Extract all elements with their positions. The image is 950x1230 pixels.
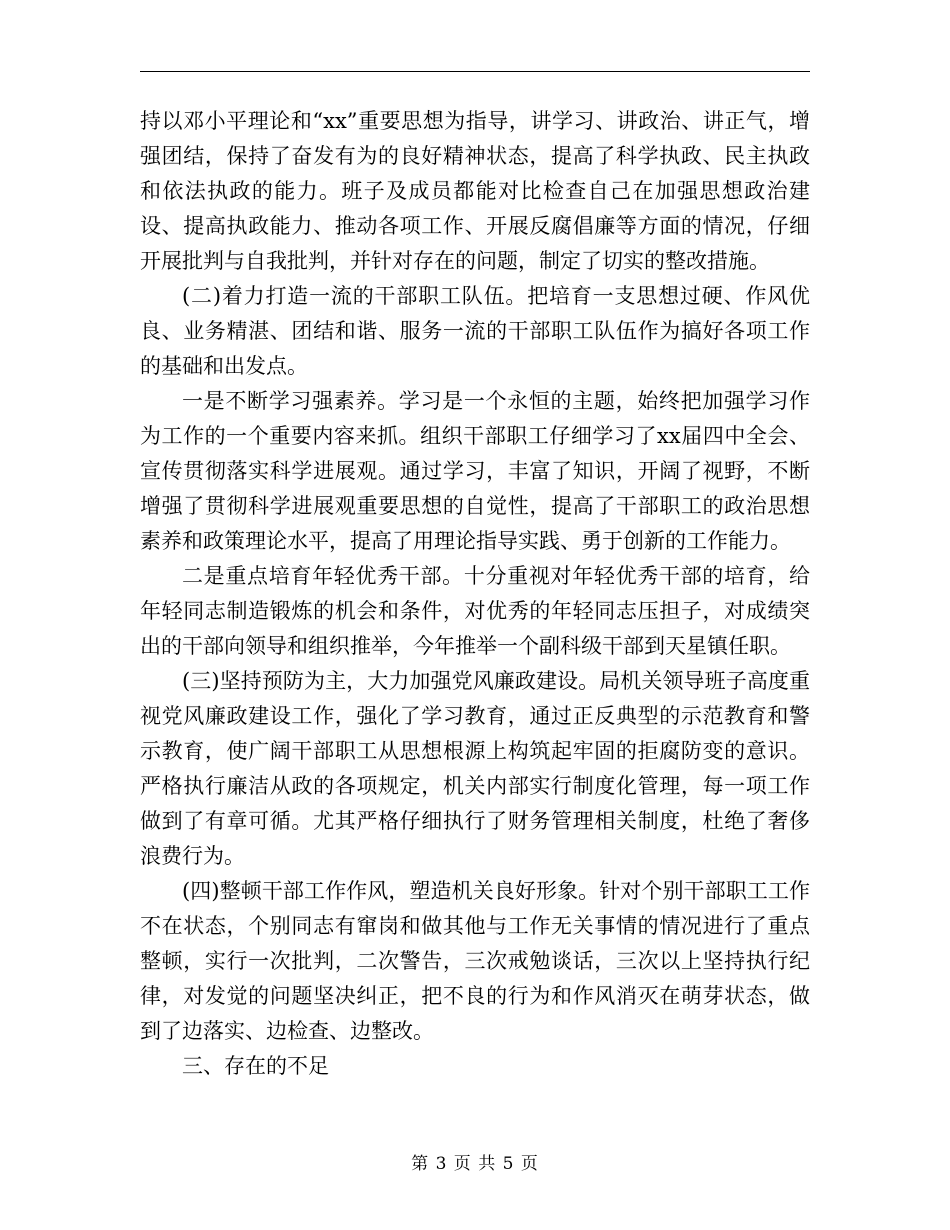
paragraph-section-2: (二)着力打造一流的干部职工队伍。把培育一支思想过硬、作风优良、业务精湛、团结和谐、服务一流的干部职工队伍作为搞好各项工作的基础和出发点。 <box>140 284 810 378</box>
paragraph-young-cadres: 二是重点培育年轻优秀干部。十分重视对年轻优秀干部的培育，给年轻同志制造锻炼的机会和条件，对优秀的年轻同志压担子，对成绩突出的干部向领导和组织推举，今年推举一个副科级干部到天星镇任职。 <box>140 564 810 658</box>
paragraph-study: 一是不断学习强素养。学习是一个永恒的主题，始终把加强学习作为工作的一个重要内容来抓。组织干部职工仔细学习了xx届四中全会、宣传贯彻落实科学进展观。通过学习，丰富了知识，开阔了视野，不断增强了贯彻科学进展观重要思想的自觉性，提高了干部职工的政治思想素养和政策理论水平，提高了用理论指导实践、勇于创新的工作能力。 <box>140 389 810 553</box>
page-number-footer: 第 3 页 共 5 页 <box>411 1154 539 1174</box>
paragraph-section-4: (四)整顿干部工作作风，塑造机关良好形象。针对个别干部职工工作不在状态，个别同志有窜岗和做其他与工作无关事情的情况进行了重点整顿，实行一次批判，二次警告，三次戒勉谈话，三次以上坚持执行纪律，对发觉的问题坚决纠正，把不良的行为和作风消灭在萌芽状态，做到了边落实、边检查、边整改。 <box>140 879 810 1043</box>
paragraph-continuation: 持以邓小平理论和“xx”重要思想为指导，讲学习、讲政治、讲正气，增强团结，保持了奋发有为的良好精神状态，提高了科学执政、民主执政和依法执政的能力。班子及成员都能对比检查自己在加强思想政治建设、提高执政能力、推动各项工作、开展反腐倡廉等方面的情况，仔细开展批判与自我批判，并针对存在的问题，制定了切实的整改措施。 <box>140 109 810 273</box>
document-body <box>140 104 810 1084</box>
header-rule <box>140 71 810 72</box>
paragraph-section-3: (三)坚持预防为主，大力加强党风廉政建设。局机关领导班子高度重视党风廉政建设工作，强化了学习教育，通过正反典型的示范教育和警示教育，使广阔干部职工从思想根源上构筑起牢固的拒腐防变的意识。严格执行廉洁从政的各项规定，机关内部实行制度化管理，每一项工作做到了有章可循。尤其严格仔细执行了财务管理相关制度，杜绝了奢侈浪费行为。 <box>140 669 810 868</box>
section-heading-shortcomings: 三、存在的不足 <box>182 1054 329 1078</box>
